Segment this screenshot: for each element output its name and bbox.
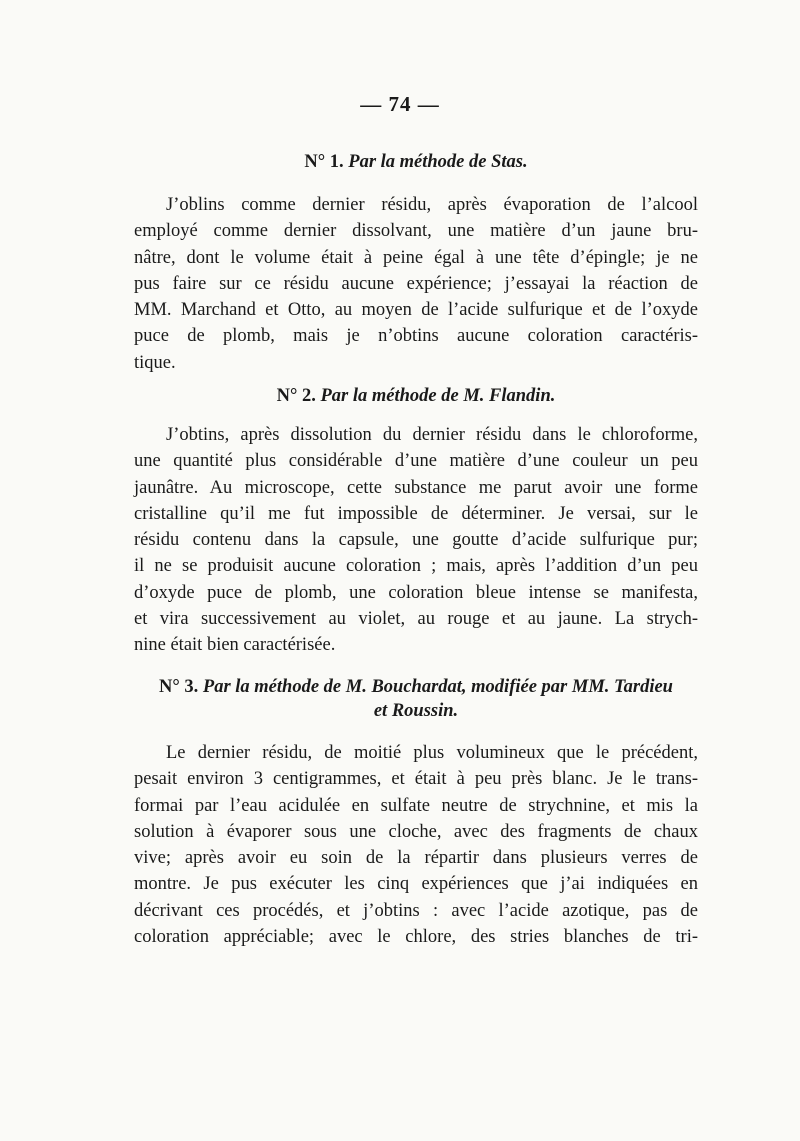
text-line: résidu contenu dans la capsule, une goutte d’acide sulfurique pur; bbox=[134, 530, 698, 551]
text-line: décrivant ces procédés, et j’obtins : avec l’acide azotique, pas de bbox=[134, 900, 698, 921]
text-line: MM. Marchand et Otto, au moyen de l’acide sulfurique et de l’oxyde bbox=[134, 300, 698, 321]
section-1-number: N° 1. bbox=[304, 152, 344, 172]
text-line: nine était bien caractérisée. bbox=[134, 635, 336, 656]
section-2-title: Par la méthode de M. Flandin. bbox=[320, 386, 556, 406]
text-line: nâtre, dont le volume était à peine égal à une tête d’épingle; je ne bbox=[134, 247, 698, 268]
text-line: formai par l’eau acidulée en sulfate neutre de strychnine, et mis la bbox=[134, 795, 698, 816]
section-2-heading bbox=[134, 384, 698, 408]
text-line: solution à évaporer sous une cloche, avec des fragments de chaux bbox=[134, 821, 698, 842]
text-line: coloration appréciable; avec le chlore, des stries blanches de tri- bbox=[134, 927, 698, 948]
section-3-title-continued: et Roussin. bbox=[373, 701, 459, 721]
text-line: montre. Je pus exécuter les cinq expériences que j’ai indiquées en bbox=[134, 874, 698, 895]
text-line: J’oblins comme dernier résidu, après évaporation de l’alcool bbox=[166, 195, 698, 215]
page-number: — 74 — bbox=[360, 92, 440, 116]
section-3-number: N° 3. bbox=[159, 677, 199, 697]
text-line: il ne se produisit aucune coloration ; mais, après l’addition d’un peu bbox=[134, 556, 698, 577]
section-3-title: Par la méthode de M. Bouchardat, modifiée par MM. Tardieu bbox=[202, 677, 673, 697]
text-line: et vira successivement au violet, au rouge et au jaune. La strych- bbox=[134, 609, 698, 630]
section-3-paragraph bbox=[134, 740, 698, 950]
text-line: pesait environ 3 centigrammes, et était à peu près blanc. Je le trans- bbox=[134, 769, 698, 790]
text-line: employé comme dernier dissolvant, une matière d’un jaune bru- bbox=[134, 221, 698, 242]
text-line: cristalline qu’il me fut impossible de déterminer. Je versai, sur le bbox=[134, 503, 698, 524]
section-1-title: Par la méthode de Stas. bbox=[348, 152, 528, 172]
section-2-paragraph bbox=[134, 422, 698, 659]
text-line: vive; après avoir eu soin de la répartir dans plusieurs verres de bbox=[134, 848, 698, 869]
text-line: une quantité plus considérable d’une matière d’une couleur un peu bbox=[134, 451, 698, 472]
section-1-paragraph bbox=[134, 192, 698, 376]
text-line: Le dernier résidu, de moitié plus volumineux que le précédent, bbox=[166, 743, 698, 763]
text-line: d’oxyde puce de plomb, une coloration bleue intense se manifesta, bbox=[134, 582, 698, 603]
section-3-heading bbox=[134, 675, 698, 723]
text-line: pus faire sur ce résidu aucune expérience; j’essayai la réaction de bbox=[134, 273, 698, 294]
section-1-heading bbox=[134, 150, 698, 174]
section-2-number: N° 2. bbox=[276, 386, 316, 406]
text-line: J’obtins, après dissolution du dernier résidu dans le chloroforme, bbox=[166, 425, 698, 445]
text-line: puce de plomb, mais je n’obtins aucune coloration caractéris- bbox=[134, 326, 698, 347]
text-line: jaunâtre. Au microscope, cette substance me parut avoir une forme bbox=[134, 477, 698, 498]
text-line: tique. bbox=[134, 352, 176, 373]
